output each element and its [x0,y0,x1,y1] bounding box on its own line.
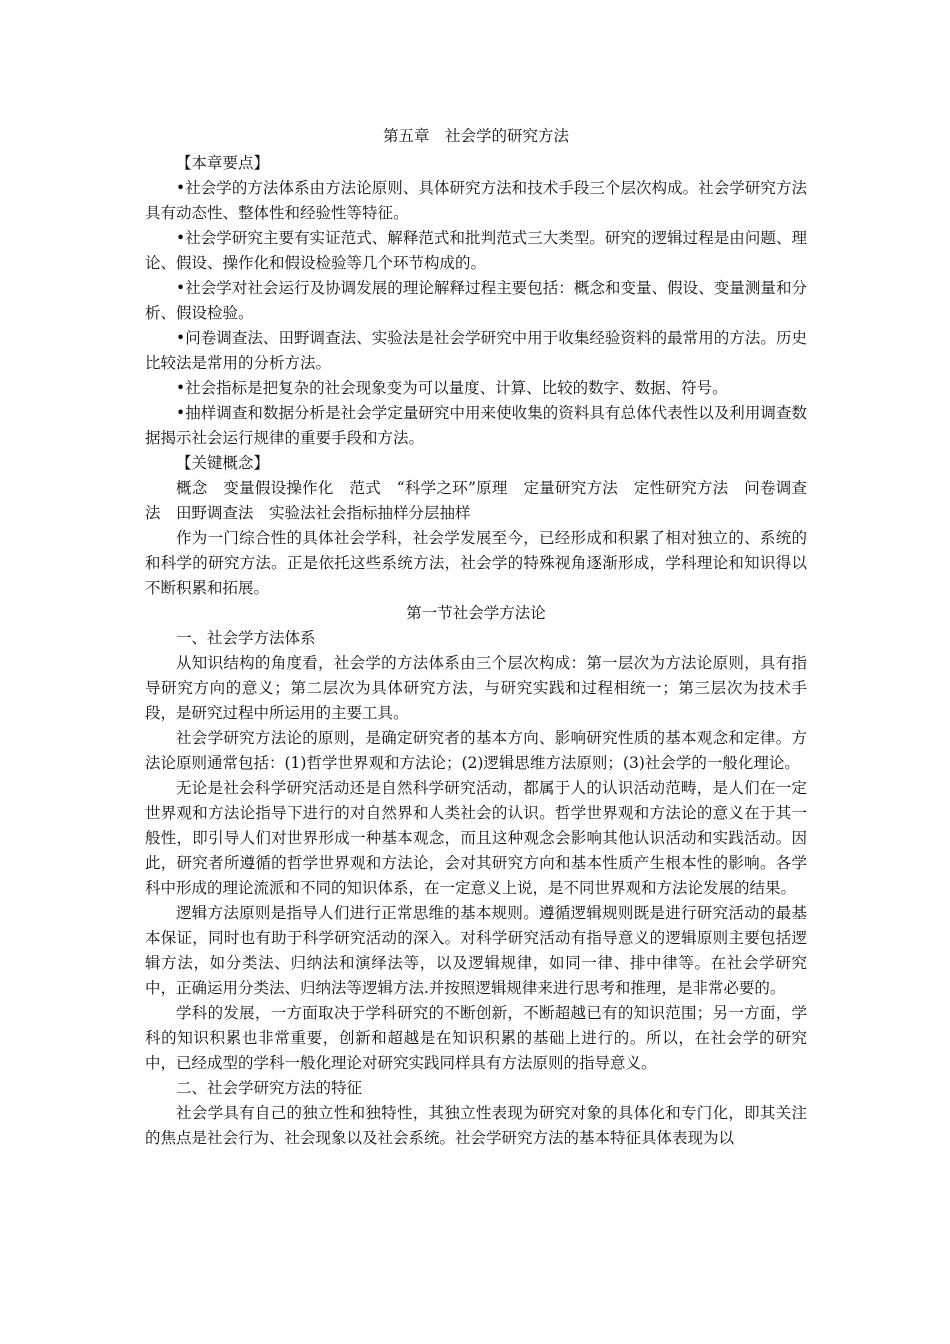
subsection-heading: 一、社会学方法体系 [176,629,316,647]
section-title: 第一节社会学方法论 [406,604,546,622]
body-paragraph: 从知识结构的角度看，社会学的方法体系由三个层次构成：第一层次为方法论原则，具有指导研究方向的意义；第二层次为具体研究方法，与研究实践和过程相统一；第三层次为技术手段，是研究过程中所运用的主要工具。 [145,654,807,722]
key-point-item: •社会学研究主要有实证范式、解释范式和批判范式三大类型。研究的逻辑过程是由问题、理论、假设、操作化和假设检验等几个环节构成的。 [145,229,807,272]
body-paragraph: 学科的发展，一方面取决于学科研究的不断创新，不断超越已有的知识范围；另一方面，学科的知识积累也非常重要，创新和超越是在知识积累的基础上进行的。所以，在社会学的研究中，已经成型的学科一般化理论对研究实践同样具有方法原则的指导意义。 [145,1004,807,1072]
key-concepts-list: 概念 变量假设操作化 范式 “科学之环”原理 定量研究方法 定性研究方法 问卷调查法 田野调查法 实验法社会指标抽样分层抽样 [145,479,807,522]
body-paragraph: 无论是社会科学研究活动还是自然科学研究活动，都属于人的认识活动范畴，是人们在一定世界观和方法论指导下进行的对自然界和人类社会的认识。哲学世界观和方法论的意义在于其一般性，即引导人们对世界形成一种基本观念，而且这种观念会影响其他认识活动和实践活动。因此，研究者所遵循的哲学世界观和方法论，会对其研究方向和基本性质产生根本性的影响。各学科中形成的理论流派和不同的知识体系，在一定意义上说，是不同世界观和方法论发展的结果。 [145,779,807,897]
body-paragraph: 逻辑方法原则是指导人们进行正常思维的基本规则。遵循逻辑规则既是进行研究活动的最基本保证，同时也有助于科学研究活动的深入。对科学研究活动有指导意义的逻辑原则主要包括逻辑方法，如分类法、归纳法和演绎法等，以及逻辑规律，如同一律、排中律等。在社会学研究中，正确运用分类法、归纳法等逻辑方法.并按照逻辑规律来进行思考和推理，是非常必要的。 [145,904,807,997]
body-paragraph: 社会学具有自己的独立性和独特性，其独立性表现为研究对象的具体化和专门化，即其关注的焦点是社会行为、社会现象以及社会系统。社会学研究方法的基本特征具体表现为以 [145,1104,807,1147]
key-concepts-heading: 【关键概念】 [176,454,270,472]
key-point-item: •社会学的方法体系由方法论原则、具体研究方法和技术手段三个层次构成。社会学研究方法具有动态性、整体性和经验性等特征。 [145,179,807,222]
chapter-title: 第五章 社会学的研究方法 [382,127,569,145]
key-point-item: •抽样调查和数据分析是社会学定量研究中用来使收集的资料具有总体代表性以及利用调查数据揭示社会运行规律的重要手段和方法。 [145,404,807,447]
document-page [145,124,807,1151]
key-point-item: •社会学对社会运行及协调发展的理论解释过程主要包括：概念和变量、假设、变量测量和分析、假设检验。 [145,279,807,322]
key-point-item: •社会指标是把复杂的社会现象变为可以量度、计算、比较的数字、数据、符号。 [176,379,728,397]
intro-paragraph: 作为一门综合性的具体社会学科，社会学发展至今，已经形成和积累了相对独立的、系统的和科学的研究方法。正是依托这些系统方法，社会学的特殊视角逐渐形成，学科理论和知识得以不断积累和拓展。 [145,529,807,597]
body-paragraph: 社会学研究方法论的原则，是确定研究者的基本方向、影响研究性质的基本观念和定律。方法论原则通常包括：(1)哲学世界观和方法论；(2)逻辑思维方法原则；(3)社会学的一般化理论。 [145,729,807,772]
subsection-heading: 二、社会学研究方法的特征 [176,1079,363,1097]
key-point-item: •问卷调查法、田野调查法、实验法是社会学研究中用于收集经验资料的最常用的方法。历史比较法是常用的分析方法。 [145,329,807,372]
key-points-heading: 【本章要点】 [176,154,270,172]
